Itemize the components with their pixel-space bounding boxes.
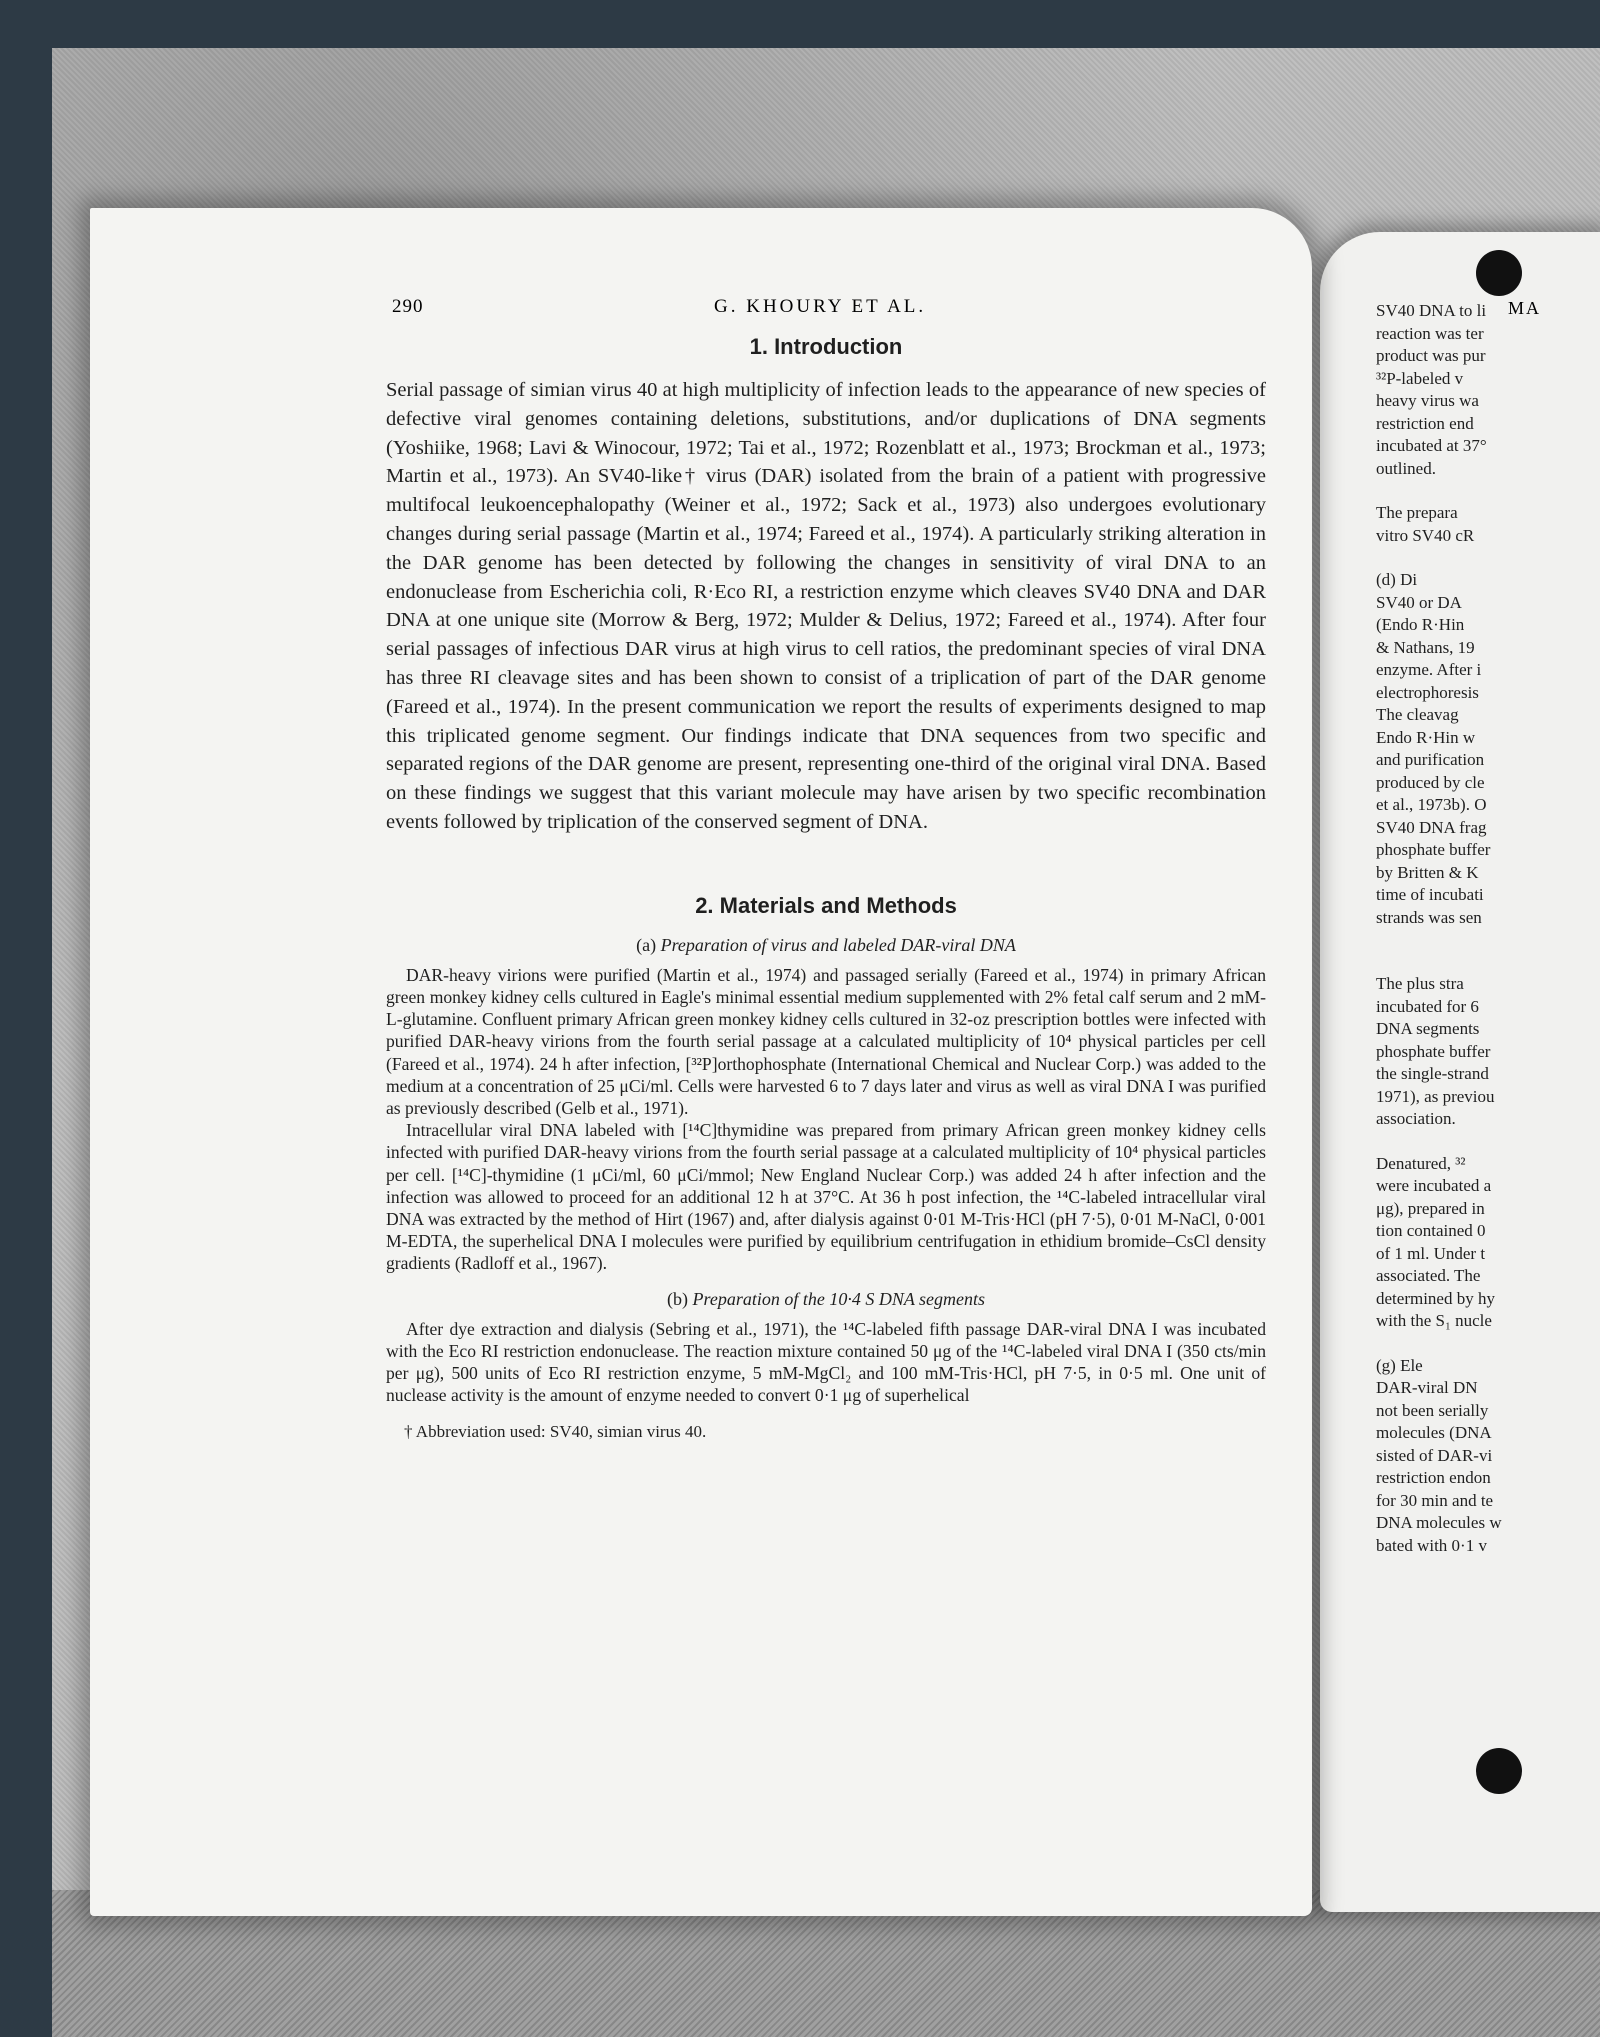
facing-page-line: Denatured, ³² — [1376, 1153, 1466, 1173]
subsection-label-a: (a) — [636, 934, 657, 955]
facing-page-line: association. — [1376, 1109, 1456, 1128]
facing-page-line: not been serially — [1376, 1400, 1489, 1420]
facing-page-line: DAR-viral DN — [1376, 1378, 1478, 1397]
facing-page-line: determined by hy — [1376, 1288, 1495, 1308]
facing-page-line: outlined. — [1376, 458, 1436, 478]
punch-hole-bottom — [1476, 1748, 1522, 1794]
facing-page-line: and purification — [1376, 750, 1485, 769]
facing-page-line: Endo R·Hin w — [1376, 727, 1476, 747]
facing-page-text — [1376, 300, 1600, 1557]
subsection-heading-b — [386, 1289, 1266, 1310]
line-gap — [1376, 929, 1600, 951]
line-gap — [1376, 1131, 1600, 1153]
facing-page-line: vitro SV40 cR — [1376, 525, 1475, 545]
facing-page-line: et al., 1973b). O — [1376, 795, 1487, 814]
introduction-paragraph: Serial passage of simian virus 40 at high multiplicity of infection leads to the appearance of new species of defective viral genomes containing deletions, substitutions, and/or duplications of DNA segments (Yoshiike, 1968; Lavi & Winocour, 1972; Tai et al., 1972; Rozenblatt et al., 1973; Brockman et al., 1973; Martin et al., 1973). An SV40-like† virus (DAR) isolated from the brain of a patient with progressive multifocal leukoencephalopathy (Weiner et al., 1972; Sack et al., 1973) also undergoes evolutionary changes during serial passage (Martin et al., 1974; Fareed et al., 1974). A particularly striking alteration in the DAR genome has been detected by following the changes in sensitivity of viral DNA to an endonuclease from Escherichia coli, R·Eco RI, a restriction enzyme which cleaves SV40 DNA and DAR DNA at one unique site (Morrow & Berg, 1972; Mulder & Delius, 1972; Fareed et al., 1974). After four serial passages of infectious DAR virus at high virus to cell ratios, the predominant species of viral DNA has three RI cleavage sites and has been shown to consist of a triplication of part of the DAR genome (Fareed et al., 1974). In the present communication we report the results of experiments designed to map this triplicated genome segment. Our findings indicate that DNA sequences from two specific and separated regions of the DAR genome are present, representing one-third of the original viral DNA. Based on these findings we suggest that this variant molecule may have arisen by two specific recombination events followed by triplication of the conserved segment of DNA. — [386, 379, 1266, 833]
methods-paragraph: After dye extraction and dialysis (Sebring et al., 1971), the ¹⁴C-labeled fifth passage DAR-viral DNA I was incubated with the Eco RI restriction endonuclease. The reaction mixture contained 50 μg of the ¹⁴C-labeled viral DNA I (350 cts/min per μg), 500 units of Eco RI restriction enzyme, 5 mM-MgCl₂ and 100 mM-Tris·HCl, pH 7·5, in 0·5 ml. One unit of nuclease activity is the amount of enzyme needed to convert 0·1 μg of superhelical — [386, 1318, 1266, 1406]
facing-page-line: The plus stra — [1376, 974, 1464, 993]
facing-page-line: phosphate buffer — [1376, 1041, 1491, 1061]
line-gap — [1376, 1333, 1600, 1355]
facing-page-line: DNA molecules w — [1376, 1513, 1502, 1532]
facing-page-line: with the S₁ nucle — [1376, 1311, 1492, 1330]
facing-page-line: bated with 0·1 v — [1376, 1535, 1487, 1555]
facing-page-line: by Britten & K — [1376, 862, 1479, 882]
facing-page-line: ³²P-labeled v — [1376, 368, 1464, 388]
subsection-title-b: Preparation of the 10·4 S DNA segments — [692, 1288, 985, 1309]
facing-page-line: (d) Di — [1376, 570, 1418, 589]
facing-page-line: The cleavag — [1376, 705, 1459, 724]
facing-page-line: were incubated a — [1376, 1176, 1492, 1195]
facing-page-line: molecules (DNA — [1376, 1423, 1492, 1442]
facing-page-line: incubated for 6 — [1376, 996, 1479, 1016]
running-head-authors: G. KHOURY ET AL. — [714, 296, 927, 317]
facing-page-line: strands was sen — [1376, 907, 1482, 927]
facing-page-line: (Endo R·Hin — [1376, 615, 1465, 634]
facing-page-running-head: MA — [1508, 298, 1542, 318]
facing-page-line: The prepara — [1376, 503, 1458, 522]
facing-page-line: electrophoresis — [1376, 682, 1479, 702]
facing-page-line: sisted of DAR-vi — [1376, 1445, 1493, 1465]
facing-page-line: 1971), as previou — [1376, 1086, 1495, 1106]
facing-page-line: of 1 ml. Under t — [1376, 1243, 1486, 1263]
facing-page-line: phosphate buffer — [1376, 840, 1491, 859]
section-heading-introduction: 1. Introduction — [749, 334, 903, 359]
footnote: † Abbreviation used: SV40, simian virus 40. — [404, 1422, 707, 1442]
facing-page-line: the single-strand — [1376, 1064, 1489, 1083]
facing-page-line: reaction was ter — [1376, 323, 1484, 343]
line-gap — [1376, 547, 1600, 569]
subsection-title-a: Preparation of virus and labeled DAR-viral DNA — [660, 934, 1016, 955]
facing-page-line: DNA segments — [1376, 1019, 1480, 1038]
facing-page-line: SV40 or DA — [1376, 592, 1462, 612]
facing-page-line: time of incubati — [1376, 885, 1484, 904]
facing-page-line: & Nathans, 19 — [1376, 637, 1475, 657]
facing-page-line: incubated at 37° — [1376, 436, 1487, 455]
methods-paragraph: DAR-heavy virions were purified (Martin et al., 1974) and passaged serially (Fareed et al., 1974) in primary African green monkey kidney cells cultured in Eagle's minimal essential medium supplemented with 2% fetal calf serum and 2 mM-L-glutamine. Confluent primary African green monkey kidney cells cultured in 32-oz prescription bottles were infected with purified DAR-heavy virions from the fourth serial passage at a calculated multiplicity of 10⁴ physical particles per cell (Fareed et al., 1974). 24 h after infection, [³²P]orthophosphate (International Chemical and Nuclear Corp.) was added to the medium at a concentration of 25 μCi/ml. Cells were harvested 6 to 7 days later and virus as well as viral DNA I was purified as previously described (Gelb et al., 1971). — [386, 964, 1266, 1118]
line-gap — [1376, 951, 1600, 973]
facing-page-line: associated. The — [1376, 1266, 1481, 1285]
line-gap — [1376, 480, 1600, 502]
subsection-heading-a — [386, 935, 1266, 956]
facing-page-line: SV40 DNA frag — [1376, 817, 1487, 837]
subsection-label-b: (b) — [667, 1288, 688, 1309]
facing-page-line: μg), prepared in — [1376, 1198, 1485, 1218]
facing-page-line: product was pur — [1376, 346, 1486, 365]
facing-page-line: restriction endon — [1376, 1468, 1491, 1487]
facing-page-line: for 30 min and te — [1376, 1490, 1494, 1510]
methods-paragraph: Intracellular viral DNA labeled with [¹⁴C]thymidine was prepared from primary African green monkey kidney cells infected with purified DAR-heavy virions from the fourth serial passage at a calculated multiplicity of 10⁴ physical particles per cell. [¹⁴C]-thymidine (1 μCi/ml, 60 μCi/mmol; New England Nuclear Corp.) was added 24 h after infection and the infection was allowed to proceed for an additional 12 h at 37°C. At 36 h post infection, the ¹⁴C-labeled intracellular viral DNA was extracted by the method of Hirt (1967) and, after dialysis against 0·01 M-Tris·HCl (pH 7·5), 0·01 M-NaCl, 0·001 M-EDTA, the superhelical DNA I molecules were purified by equilibrium centrifugation in ethidium bromide–CsCl density gradients (Radloff et al., 1967). — [386, 1120, 1266, 1274]
facing-page-line: heavy virus wa — [1376, 391, 1479, 410]
facing-page-line: (g) Ele — [1376, 1355, 1423, 1375]
article-body — [386, 328, 1266, 1442]
facing-page-line: restriction end — [1376, 413, 1474, 433]
page-number: 290 — [392, 296, 424, 317]
facing-page-line: enzyme. After i — [1376, 660, 1482, 679]
facing-page-line: tion contained 0 — [1376, 1221, 1486, 1240]
facing-page-line: produced by cle — [1376, 772, 1485, 792]
punch-hole-top — [1476, 250, 1522, 296]
section-heading-methods: 2. Materials and Methods — [695, 892, 957, 918]
facing-page-line: SV40 DNA to li — [1376, 301, 1487, 320]
